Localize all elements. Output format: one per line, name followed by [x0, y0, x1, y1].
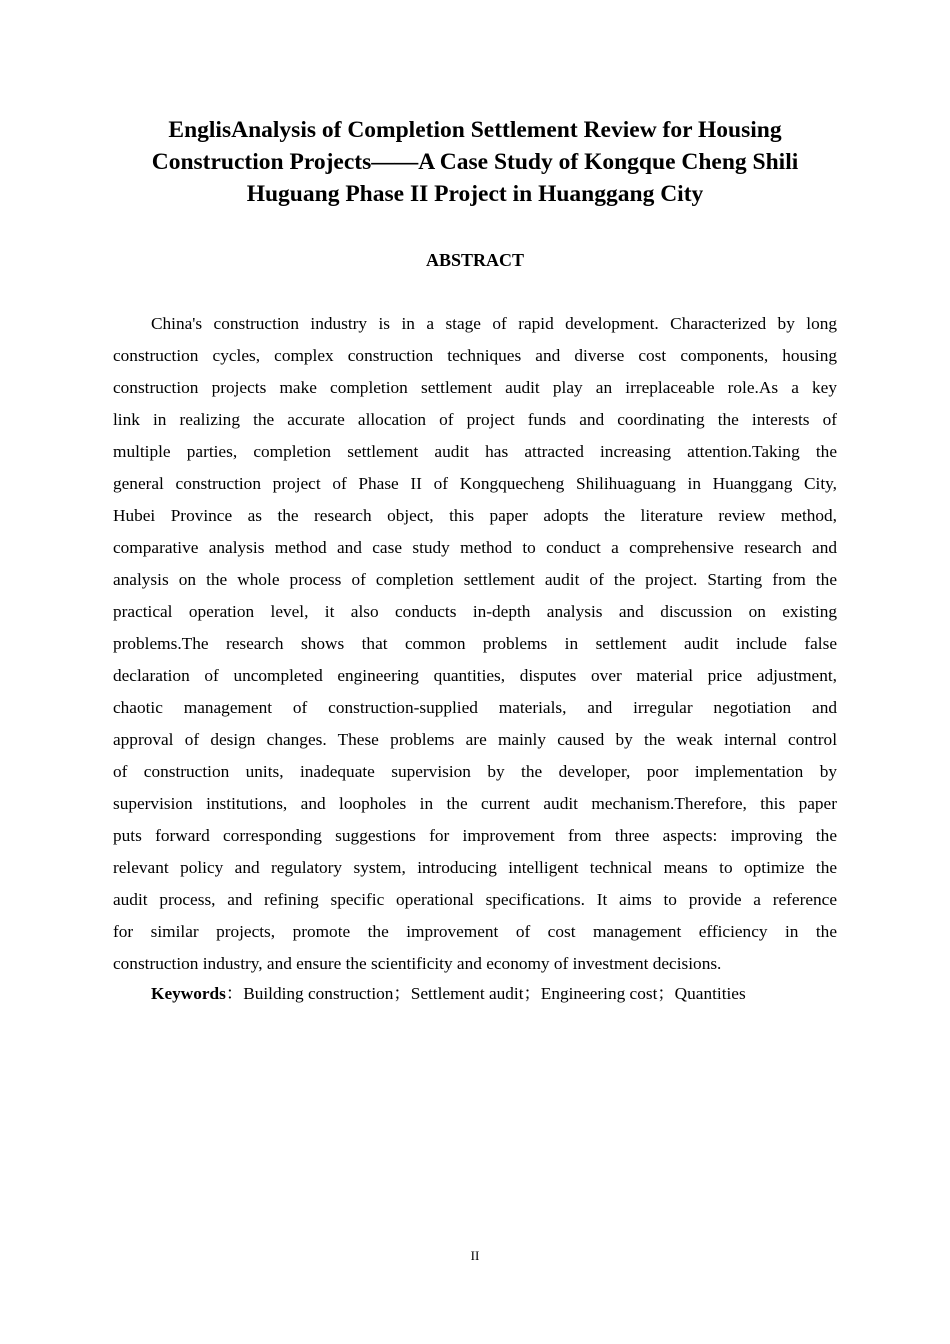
abstract-line: for similar projects, promote the improvement of cost management efficiency in the [113, 922, 837, 941]
keywords-list: Building construction；Settlement audit；Engineering cost；Quantities [243, 984, 746, 1003]
title-line-2: Construction Projects——A Case Study of Kongque Cheng Shili [151, 149, 799, 175]
abstract-line: construction projects make completion settlement audit play an irreplaceable role.As a key [113, 378, 837, 397]
keywords-line [151, 980, 746, 1008]
abstract-line: Hubei Province as the research object, this paper adopts the literature review method, [113, 506, 837, 525]
abstract-line: multiple parties, completion settlement audit has attracted increasing attention.Taking the [113, 442, 837, 461]
abstract-line: supervision institutions, and loopholes in the current audit mechanism.Therefore, this paper [113, 794, 837, 813]
abstract-line: problems.The research shows that common problems in settlement audit include false [113, 634, 837, 653]
keywords-label: Keywords [151, 984, 226, 1003]
abstract-line: chaotic management of construction-supplied materials, and irregular negotiation and [113, 698, 837, 717]
abstract-line: analysis on the whole process of completion settlement audit of the project. Starting from the [113, 570, 837, 589]
abstract-line: audit process, and refining specific operational specifications. It aims to provide a reference [113, 890, 837, 909]
document-title [100, 114, 850, 210]
abstract-line: practical operation level, it also conducts in-depth analysis and discussion on existing [113, 602, 837, 621]
abstract-line: construction cycles, complex construction techniques and diverse cost components, housing [113, 346, 837, 365]
abstract-line: general construction project of Phase II of Kongquecheng Shilihuaguang in Huanggang City, [113, 474, 837, 493]
abstract-line: of construction units, inadequate supervision by the developer, poor implementation by [113, 762, 837, 781]
abstract-line: approval of design changes. These problems are mainly caused by the weak internal control [113, 730, 837, 749]
title-line-3: Huguang Phase II Project in Huanggang City [246, 181, 704, 207]
abstract-heading: ABSTRACT [425, 250, 525, 270]
abstract-line: construction industry, and ensure the scientificity and economy of investment decisions. [113, 954, 722, 973]
abstract-line: China's construction industry is in a stage of rapid development. Characterized by long [151, 314, 837, 333]
abstract-line: comparative analysis method and case study method to conduct a comprehensive research and [113, 538, 837, 557]
page-number: II [470, 1248, 480, 1263]
abstract-line: link in realizing the accurate allocation of project funds and coordinating the interests of [113, 410, 837, 429]
abstract-line: declaration of uncompleted engineering quantities, disputes over material price adjustment, [113, 666, 837, 685]
abstract-body [113, 308, 837, 980]
title-line-1: EnglisAnalysis of Completion Settlement Review for Housing [168, 117, 782, 143]
abstract-line: relevant policy and regulatory system, introducing intelligent technical means to optimize the [113, 858, 837, 877]
abstract-line: puts forward corresponding suggestions for improvement from three aspects: improving the [113, 826, 837, 845]
keywords-separator: ： [225, 984, 244, 1003]
